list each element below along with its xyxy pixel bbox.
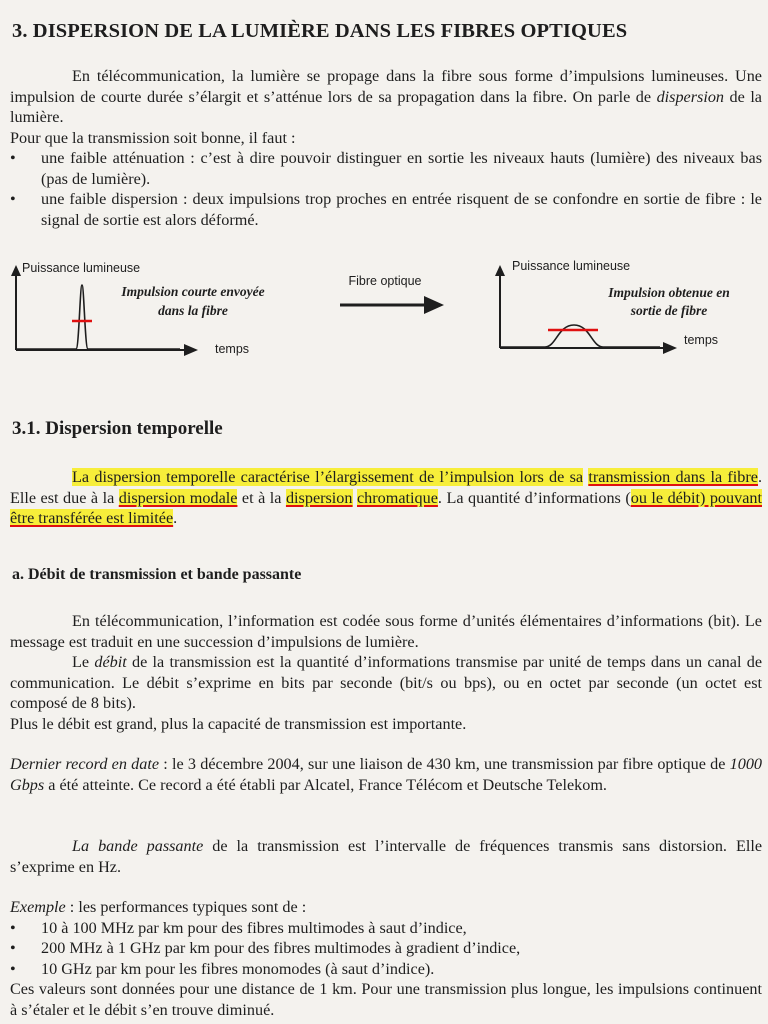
example-block: Exemple : les performances typiques sont de : • 10 à 100 MHz par km pour des fibres multimodes à saut d’indice, • 200 MHz à 1 GHz par km pour des fibres multimodes à gradient d’indice, • 10 GHz par km pour les fibres monomodes (à saut d’indice). Ces valeurs sont données pour une distance de 1 km. Pour une transmission plus longue, les impulsions continuent à s’étaler et le débit s’en trouve diminué. <box>10 898 762 1019</box>
highlight: dispersion <box>285 488 353 507</box>
highlight: transmission dans la fibre <box>588 468 758 486</box>
list-item: • 200 MHz à 1 GHz par km pour des fibres multimodes à gradient d’indice, <box>10 939 521 957</box>
intro-block <box>10 66 762 230</box>
right-x-arrow-icon <box>663 342 677 354</box>
intro-paragraph: En télécommunication, la lumière se propage dans la fibre sous forme d’impulsions lumineuses. Une impulsion de courte durée s’élargit et s’atténue lors de sa propagation dans la fibre. On parle de dispersion de la lumière. <box>10 67 762 126</box>
left-x-arrow-icon <box>184 344 198 356</box>
highlight: dispersion modale <box>118 488 238 507</box>
left-axis-label: Puissance lumineuse <box>22 261 141 275</box>
right-caption-line2: sortie de fibre <box>630 303 708 318</box>
record-paragraph: Dernier record en date : le 3 décembre 2004, sur une liaison de 430 km, une transmission par fibre optique de 1000 Gbps a été atteinte. Ce record a été établi par Alcatel, France Télécom et Deutsche Telekom. <box>10 755 762 794</box>
list-item: • 10 GHz par km pour les fibres monomodes (à saut d’indice). <box>10 959 435 978</box>
right-y-arrow-icon <box>495 265 505 276</box>
left-y-arrow-icon <box>11 265 21 276</box>
condition-text: Pour que la transmission soit bonne, il faut : <box>10 128 296 147</box>
bullet-icon: • <box>10 190 16 208</box>
left-caption-line1: Impulsion courte envoyée <box>121 284 265 299</box>
bandwidth-paragraph: La bande passante de la transmission est l’intervalle de fréquences transmis sans distorsion. Elle s’exprime en Hz. <box>10 837 763 876</box>
fiber-arrow-icon <box>424 296 444 314</box>
capacity-paragraph: Plus le débit est grand, plus la capacité de transmission est importante. <box>10 714 467 733</box>
list-item: • 10 à 100 MHz par km pour des fibres multimodes à saut d’indice, <box>10 918 467 937</box>
dispersion-diagram <box>0 245 768 375</box>
conclusion-paragraph: Ces valeurs sont données pour une distance de 1 km. Pour une transmission plus longue, les impulsions continuent à s’étaler et le débit s’en trouve diminué. <box>10 980 762 1019</box>
bullet-icon: • <box>10 939 16 957</box>
highlight: chromatique <box>357 488 438 507</box>
list-item: • une faible atténuation : c’est à dire pouvoir distinguer en sortie les niveaux hauts (lumière) des niveaux bas (pas de lumière). <box>10 149 762 188</box>
debit-paragraph: Le débit de la transmission est la quantité d’informations transmise par unité de temps dans un canal de communication. Le débit s’exprime en bits par seconde (bit/s ou bps), ou en octet par seconde (un octet est composé de 8 bits). <box>10 653 762 712</box>
right-caption-line1: Impulsion obtenue en <box>608 285 730 300</box>
left-time-label: temps <box>215 342 250 356</box>
bullet-icon: • <box>10 918 16 937</box>
highlight: ou le débit) pouvant être transférée est limitée <box>10 488 762 527</box>
highlight: La dispersion temporelle caractérise l’élargissement de l’impulsion lors de sa <box>72 468 584 486</box>
broad-pulse <box>500 325 660 347</box>
bit-paragraph: En télécommunication, l’information est codée sous forme d’unités élémentaires d’informations (bit). Le message est traduit en une succession d’impulsions de lumière. <box>10 612 762 651</box>
bullet-icon: • <box>10 959 16 978</box>
subsection-a-title: a. Débit de transmission et bande passante <box>12 566 302 583</box>
right-time-label: temps <box>684 333 719 347</box>
right-axis-label: Puissance lumineuse <box>512 259 631 273</box>
bullet-icon: • <box>10 149 16 167</box>
subsection-title: 3.1. Dispersion temporelle <box>12 418 223 439</box>
fiber-label: Fibre optique <box>348 274 422 288</box>
debit-block <box>10 611 762 734</box>
left-caption-line2: dans la fibre <box>158 303 228 318</box>
section-title: 3. DISPERSION DE LA LUMIÈRE DANS LES FIBRES OPTIQUES <box>12 20 628 42</box>
dispersion-paragraph: La dispersion temporelle caractérise l’élargissement de l’impulsion lors de sa transmission dans la fibre. Elle est due à la dispersion modale et à la dispersion chromatique. La quantité d’informations (ou le débit) pouvant être transférée est limitée. <box>10 468 763 527</box>
list-item: • une faible dispersion : deux impulsions trop proches en entrée risquent de se confondre en sortie de fibre : le signal de sortie est alors déformé. <box>10 190 762 229</box>
